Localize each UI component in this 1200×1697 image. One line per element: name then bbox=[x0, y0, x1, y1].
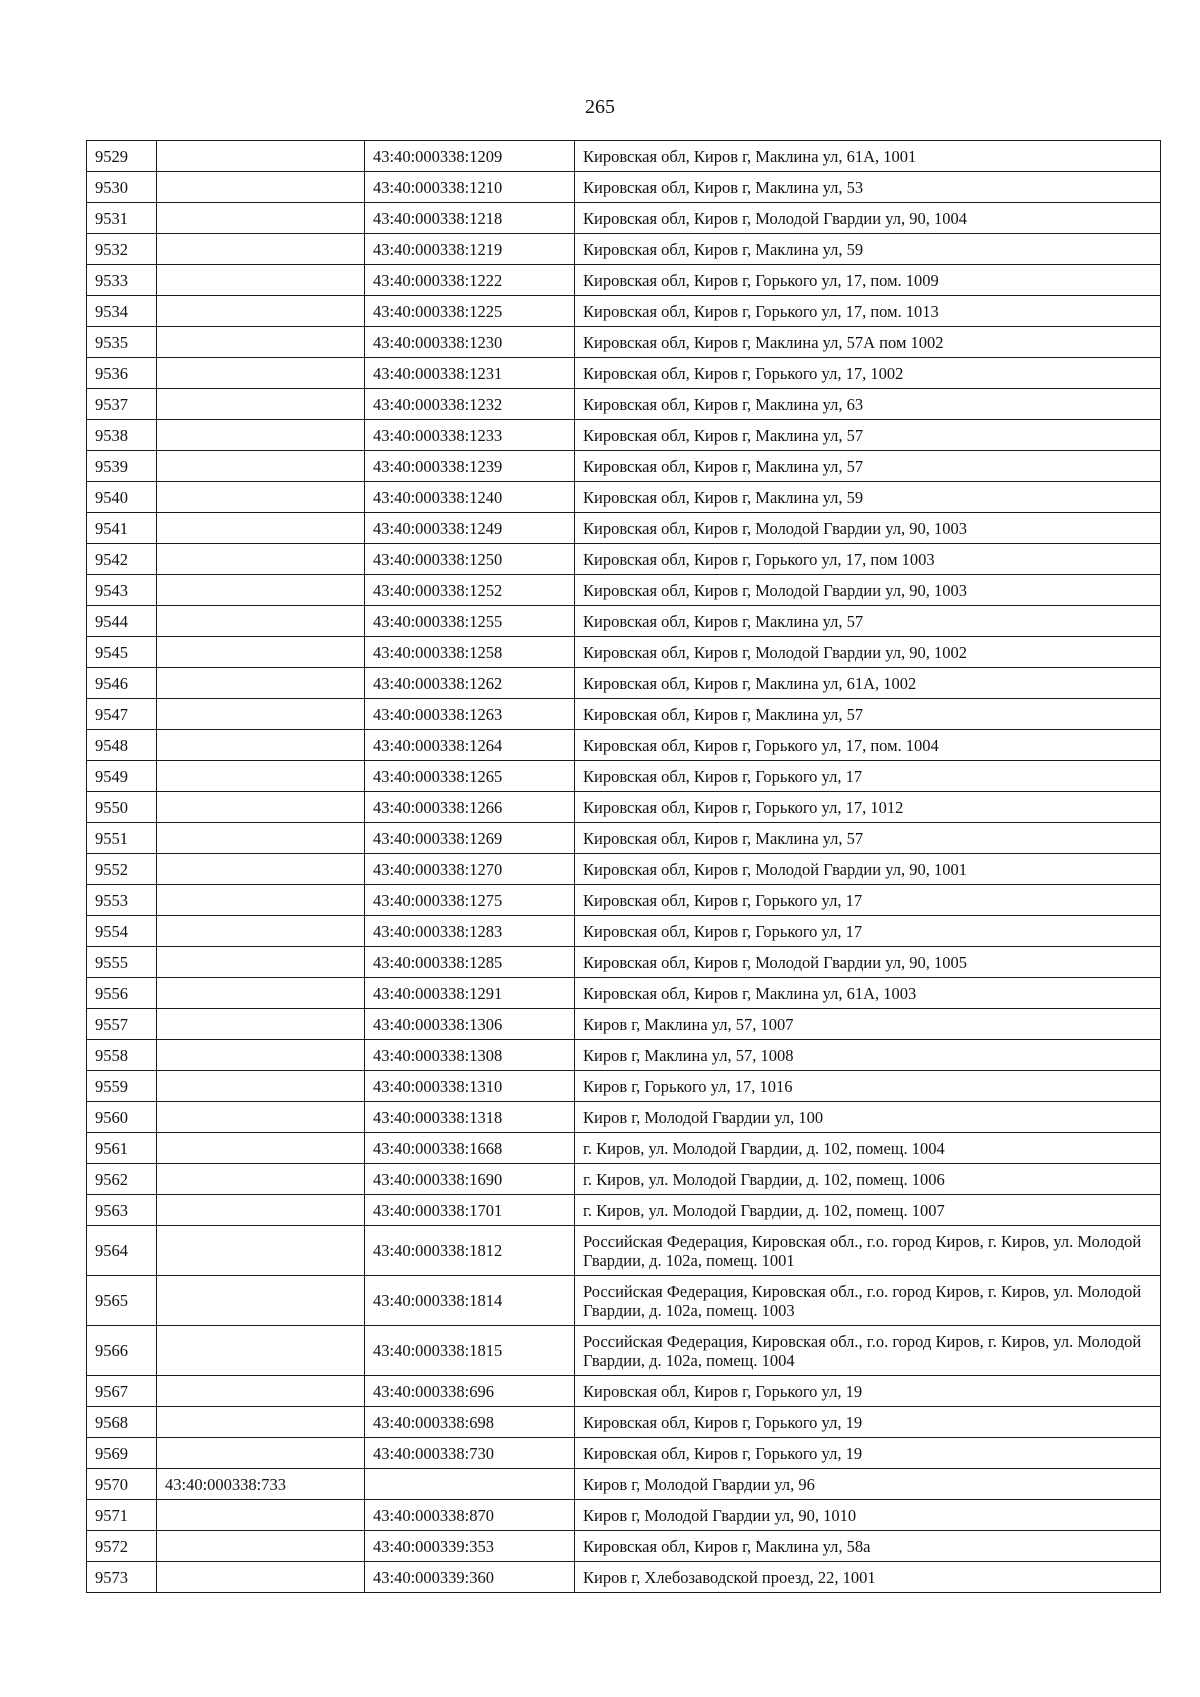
address: Кировская обл, Киров г, Горького ул, 17, пом. 1013 bbox=[575, 296, 1161, 327]
address: Киров г, Хлебозаводской проезд, 22, 1001 bbox=[575, 1562, 1161, 1593]
old-cadastral-number bbox=[157, 575, 365, 606]
cadastral-number: 43:40:000338:698 bbox=[365, 1407, 575, 1438]
table-row bbox=[87, 234, 1161, 265]
address: Кировская обл, Киров г, Маклина ул, 57 bbox=[575, 606, 1161, 637]
cadastral-number: 43:40:000338:1668 bbox=[365, 1133, 575, 1164]
table-row bbox=[87, 1531, 1161, 1562]
row-number: 9530 bbox=[87, 172, 157, 203]
table-row bbox=[87, 1195, 1161, 1226]
row-number: 9558 bbox=[87, 1040, 157, 1071]
old-cadastral-number bbox=[157, 668, 365, 699]
address: Кировская обл, Киров г, Горького ул, 17, пом 1003 bbox=[575, 544, 1161, 575]
address: Кировская обл, Киров г, Маклина ул, 53 bbox=[575, 172, 1161, 203]
cadastral-number: 43:40:000338:1701 bbox=[365, 1195, 575, 1226]
table-row bbox=[87, 141, 1161, 172]
cadastral-number: 43:40:000338:1232 bbox=[365, 389, 575, 420]
address: Кировская обл, Киров г, Горького ул, 17, пом. 1004 bbox=[575, 730, 1161, 761]
cadastral-number: 43:40:000338:1263 bbox=[365, 699, 575, 730]
row-number: 9562 bbox=[87, 1164, 157, 1195]
old-cadastral-number bbox=[157, 1102, 365, 1133]
cadastral-number: 43:40:000338:1266 bbox=[365, 792, 575, 823]
cadastral-number: 43:40:000338:1275 bbox=[365, 885, 575, 916]
address: Киров г, Молодой Гвардии ул, 96 bbox=[575, 1469, 1161, 1500]
cadastral-number: 43:40:000338:870 bbox=[365, 1500, 575, 1531]
cadastral-number: 43:40:000338:1239 bbox=[365, 451, 575, 482]
row-number: 9557 bbox=[87, 1009, 157, 1040]
address: Кировская обл, Киров г, Маклина ул, 59 bbox=[575, 482, 1161, 513]
address: Киров г, Маклина ул, 57, 1008 bbox=[575, 1040, 1161, 1071]
old-cadastral-number bbox=[157, 265, 365, 296]
address: Кировская обл, Киров г, Маклина ул, 57 bbox=[575, 699, 1161, 730]
cadastral-number: 43:40:000338:1249 bbox=[365, 513, 575, 544]
row-number: 9532 bbox=[87, 234, 157, 265]
address: Кировская обл, Киров г, Маклина ул, 61А, 1002 bbox=[575, 668, 1161, 699]
address: Кировская обл, Киров г, Горького ул, 19 bbox=[575, 1438, 1161, 1469]
address: Кировская обл, Киров г, Маклина ул, 61А, 1001 bbox=[575, 141, 1161, 172]
old-cadastral-number bbox=[157, 1009, 365, 1040]
old-cadastral-number bbox=[157, 1071, 365, 1102]
table-row bbox=[87, 420, 1161, 451]
cadastral-number: 43:40:000338:1264 bbox=[365, 730, 575, 761]
table-row bbox=[87, 1164, 1161, 1195]
row-number: 9536 bbox=[87, 358, 157, 389]
cadastral-number: 43:40:000338:1812 bbox=[365, 1226, 575, 1276]
table-row bbox=[87, 1407, 1161, 1438]
row-number: 9565 bbox=[87, 1276, 157, 1326]
table-row bbox=[87, 1009, 1161, 1040]
cadastral-number: 43:40:000338:1310 bbox=[365, 1071, 575, 1102]
cadastral-number: 43:40:000338:1210 bbox=[365, 172, 575, 203]
row-number: 9549 bbox=[87, 761, 157, 792]
cadastral-number: 43:40:000338:1219 bbox=[365, 234, 575, 265]
table-body bbox=[87, 141, 1161, 1593]
address: Кировская обл, Киров г, Маклина ул, 63 bbox=[575, 389, 1161, 420]
cadastral-number: 43:40:000338:1262 bbox=[365, 668, 575, 699]
cadastral-number: 43:40:000338:1285 bbox=[365, 947, 575, 978]
row-number: 9546 bbox=[87, 668, 157, 699]
old-cadastral-number bbox=[157, 141, 365, 172]
row-number: 9572 bbox=[87, 1531, 157, 1562]
cadastral-number: 43:40:000338:1270 bbox=[365, 854, 575, 885]
address: Кировская обл, Киров г, Молодой Гвардии ул, 90, 1003 bbox=[575, 575, 1161, 606]
table-row bbox=[87, 1376, 1161, 1407]
row-number: 9539 bbox=[87, 451, 157, 482]
address: Кировская обл, Киров г, Маклина ул, 57А пом 1002 bbox=[575, 327, 1161, 358]
row-number: 9535 bbox=[87, 327, 157, 358]
address: Кировская обл, Киров г, Маклина ул, 57 bbox=[575, 451, 1161, 482]
old-cadastral-number bbox=[157, 1133, 365, 1164]
table-row bbox=[87, 1071, 1161, 1102]
row-number: 9552 bbox=[87, 854, 157, 885]
old-cadastral-number bbox=[157, 885, 365, 916]
row-number: 9534 bbox=[87, 296, 157, 327]
row-number: 9561 bbox=[87, 1133, 157, 1164]
cadastral-number: 43:40:000338:1233 bbox=[365, 420, 575, 451]
row-number: 9567 bbox=[87, 1376, 157, 1407]
old-cadastral-number bbox=[157, 1326, 365, 1376]
old-cadastral-number bbox=[157, 513, 365, 544]
cadastral-number: 43:40:000338:1291 bbox=[365, 978, 575, 1009]
row-number: 9533 bbox=[87, 265, 157, 296]
table-row bbox=[87, 327, 1161, 358]
table-row bbox=[87, 1326, 1161, 1376]
row-number: 9545 bbox=[87, 637, 157, 668]
address: Киров г, Горького ул, 17, 1016 bbox=[575, 1071, 1161, 1102]
row-number: 9571 bbox=[87, 1500, 157, 1531]
old-cadastral-number bbox=[157, 854, 365, 885]
address: Кировская обл, Киров г, Молодой Гвардии ул, 90, 1004 bbox=[575, 203, 1161, 234]
old-cadastral-number bbox=[157, 761, 365, 792]
old-cadastral-number bbox=[157, 823, 365, 854]
row-number: 9543 bbox=[87, 575, 157, 606]
old-cadastral-number bbox=[157, 1500, 365, 1531]
row-number: 9542 bbox=[87, 544, 157, 575]
address: Кировская обл, Киров г, Горького ул, 19 bbox=[575, 1407, 1161, 1438]
row-number: 9570 bbox=[87, 1469, 157, 1500]
cadastral-number: 43:40:000338:1269 bbox=[365, 823, 575, 854]
table-row bbox=[87, 1102, 1161, 1133]
row-number: 9529 bbox=[87, 141, 157, 172]
table-row bbox=[87, 575, 1161, 606]
address: Киров г, Молодой Гвардии ул, 90, 1010 bbox=[575, 1500, 1161, 1531]
address: Кировская обл, Киров г, Горького ул, 17 bbox=[575, 916, 1161, 947]
old-cadastral-number bbox=[157, 482, 365, 513]
row-number: 9548 bbox=[87, 730, 157, 761]
cadastral-number: 43:40:000339:353 bbox=[365, 1531, 575, 1562]
old-cadastral-number bbox=[157, 1226, 365, 1276]
old-cadastral-number bbox=[157, 1407, 365, 1438]
address: г. Киров, ул. Молодой Гвардии, д. 102, помещ. 1004 bbox=[575, 1133, 1161, 1164]
table-row bbox=[87, 1040, 1161, 1071]
old-cadastral-number bbox=[157, 978, 365, 1009]
old-cadastral-number bbox=[157, 451, 365, 482]
table-row bbox=[87, 172, 1161, 203]
old-cadastral-number bbox=[157, 203, 365, 234]
row-number: 9544 bbox=[87, 606, 157, 637]
old-cadastral-number bbox=[157, 327, 365, 358]
row-number: 9551 bbox=[87, 823, 157, 854]
table-row bbox=[87, 854, 1161, 885]
address: Российская Федерация, Кировская обл., г.о. город Киров, г. Киров, ул. Молодой Гвардии, д. 102а, помещ. 1003 bbox=[575, 1276, 1161, 1326]
old-cadastral-number bbox=[157, 730, 365, 761]
table-row bbox=[87, 978, 1161, 1009]
row-number: 9555 bbox=[87, 947, 157, 978]
table-row bbox=[87, 482, 1161, 513]
address: Кировская обл, Киров г, Маклина ул, 57 bbox=[575, 823, 1161, 854]
cadastral-number: 43:40:000338:1240 bbox=[365, 482, 575, 513]
row-number: 9554 bbox=[87, 916, 157, 947]
old-cadastral-number bbox=[157, 172, 365, 203]
cadastral-number: 43:40:000338:1209 bbox=[365, 141, 575, 172]
cadastral-number: 43:40:000338:1225 bbox=[365, 296, 575, 327]
table-row bbox=[87, 358, 1161, 389]
address: Российская Федерация, Кировская обл., г.о. город Киров, г. Киров, ул. Молодой Гвардии, д. 102а, помещ. 1001 bbox=[575, 1226, 1161, 1276]
cadastral-number: 43:40:000338:1318 bbox=[365, 1102, 575, 1133]
table-row bbox=[87, 265, 1161, 296]
table-row bbox=[87, 761, 1161, 792]
table-row bbox=[87, 606, 1161, 637]
table-row bbox=[87, 203, 1161, 234]
registry-table bbox=[86, 140, 1161, 1593]
cadastral-number: 43:40:000338:1283 bbox=[365, 916, 575, 947]
row-number: 9538 bbox=[87, 420, 157, 451]
old-cadastral-number bbox=[157, 1562, 365, 1593]
address: г. Киров, ул. Молодой Гвардии, д. 102, помещ. 1007 bbox=[575, 1195, 1161, 1226]
cadastral-number: 43:40:000338:1255 bbox=[365, 606, 575, 637]
address: Российская Федерация, Кировская обл., г.о. город Киров, г. Киров, ул. Молодой Гвардии, д. 102а, помещ. 1004 bbox=[575, 1326, 1161, 1376]
old-cadastral-number bbox=[157, 1276, 365, 1326]
cadastral-number: 43:40:000338:1258 bbox=[365, 637, 575, 668]
address: Кировская обл, Киров г, Горького ул, 17, 1012 bbox=[575, 792, 1161, 823]
cadastral-number: 43:40:000338:730 bbox=[365, 1438, 575, 1469]
row-number: 9537 bbox=[87, 389, 157, 420]
address: г. Киров, ул. Молодой Гвардии, д. 102, помещ. 1006 bbox=[575, 1164, 1161, 1195]
address: Киров г, Маклина ул, 57, 1007 bbox=[575, 1009, 1161, 1040]
table-row bbox=[87, 513, 1161, 544]
address: Кировская обл, Киров г, Горького ул, 17 bbox=[575, 885, 1161, 916]
table-row bbox=[87, 1226, 1161, 1276]
row-number: 9550 bbox=[87, 792, 157, 823]
old-cadastral-number bbox=[157, 699, 365, 730]
row-number: 9563 bbox=[87, 1195, 157, 1226]
table-row bbox=[87, 792, 1161, 823]
row-number: 9573 bbox=[87, 1562, 157, 1593]
old-cadastral-number bbox=[157, 544, 365, 575]
cadastral-number: 43:40:000338:1230 bbox=[365, 327, 575, 358]
address: Кировская обл, Киров г, Горького ул, 19 bbox=[575, 1376, 1161, 1407]
cadastral-number: 43:40:000338:1690 bbox=[365, 1164, 575, 1195]
address: Кировская обл, Киров г, Молодой Гвардии ул, 90, 1002 bbox=[575, 637, 1161, 668]
table-row bbox=[87, 389, 1161, 420]
address: Кировская обл, Киров г, Горького ул, 17, пом. 1009 bbox=[575, 265, 1161, 296]
address: Кировская обл, Киров г, Маклина ул, 61А, 1003 bbox=[575, 978, 1161, 1009]
old-cadastral-number bbox=[157, 296, 365, 327]
table-row bbox=[87, 296, 1161, 327]
old-cadastral-number bbox=[157, 916, 365, 947]
address: Кировская обл, Киров г, Маклина ул, 57 bbox=[575, 420, 1161, 451]
table-row bbox=[87, 668, 1161, 699]
table-row bbox=[87, 451, 1161, 482]
old-cadastral-number bbox=[157, 389, 365, 420]
row-number: 9553 bbox=[87, 885, 157, 916]
cadastral-number: 43:40:000338:1308 bbox=[365, 1040, 575, 1071]
cadastral-number: 43:40:000339:360 bbox=[365, 1562, 575, 1593]
page-number: 265 bbox=[585, 96, 615, 118]
address: Кировская обл, Киров г, Молодой Гвардии ул, 90, 1001 bbox=[575, 854, 1161, 885]
old-cadastral-number bbox=[157, 1376, 365, 1407]
row-number: 9540 bbox=[87, 482, 157, 513]
cadastral-number: 43:40:000338:1222 bbox=[365, 265, 575, 296]
row-number: 9569 bbox=[87, 1438, 157, 1469]
row-number: 9531 bbox=[87, 203, 157, 234]
address: Кировская обл, Киров г, Горького ул, 17, 1002 bbox=[575, 358, 1161, 389]
cadastral-number bbox=[365, 1469, 575, 1500]
cadastral-number: 43:40:000338:1218 bbox=[365, 203, 575, 234]
row-number: 9556 bbox=[87, 978, 157, 1009]
cadastral-number: 43:40:000338:1306 bbox=[365, 1009, 575, 1040]
table-row bbox=[87, 1469, 1161, 1500]
old-cadastral-number bbox=[157, 1040, 365, 1071]
old-cadastral-number: 43:40:000338:733 bbox=[157, 1469, 365, 1500]
cadastral-number: 43:40:000338:1815 bbox=[365, 1326, 575, 1376]
address: Кировская обл, Киров г, Горького ул, 17 bbox=[575, 761, 1161, 792]
table-row bbox=[87, 699, 1161, 730]
address: Киров г, Молодой Гвардии ул, 100 bbox=[575, 1102, 1161, 1133]
table-row bbox=[87, 637, 1161, 668]
table-row bbox=[87, 1562, 1161, 1593]
cadastral-number: 43:40:000338:1231 bbox=[365, 358, 575, 389]
row-number: 9566 bbox=[87, 1326, 157, 1376]
cadastral-number: 43:40:000338:1265 bbox=[365, 761, 575, 792]
old-cadastral-number bbox=[157, 637, 365, 668]
row-number: 9547 bbox=[87, 699, 157, 730]
cadastral-number: 43:40:000338:1250 bbox=[365, 544, 575, 575]
old-cadastral-number bbox=[157, 420, 365, 451]
row-number: 9564 bbox=[87, 1226, 157, 1276]
old-cadastral-number bbox=[157, 947, 365, 978]
old-cadastral-number bbox=[157, 1531, 365, 1562]
row-number: 9568 bbox=[87, 1407, 157, 1438]
old-cadastral-number bbox=[157, 234, 365, 265]
table-row bbox=[87, 885, 1161, 916]
old-cadastral-number bbox=[157, 1195, 365, 1226]
table-row bbox=[87, 1133, 1161, 1164]
table-row bbox=[87, 916, 1161, 947]
table-row bbox=[87, 947, 1161, 978]
address: Кировская обл, Киров г, Маклина ул, 59 bbox=[575, 234, 1161, 265]
old-cadastral-number bbox=[157, 1438, 365, 1469]
cadastral-number: 43:40:000338:696 bbox=[365, 1376, 575, 1407]
table-row bbox=[87, 730, 1161, 761]
row-number: 9559 bbox=[87, 1071, 157, 1102]
old-cadastral-number bbox=[157, 792, 365, 823]
cadastral-number: 43:40:000338:1252 bbox=[365, 575, 575, 606]
table-row bbox=[87, 823, 1161, 854]
old-cadastral-number bbox=[157, 358, 365, 389]
address: Кировская обл, Киров г, Молодой Гвардии ул, 90, 1005 bbox=[575, 947, 1161, 978]
row-number: 9560 bbox=[87, 1102, 157, 1133]
address: Кировская обл, Киров г, Маклина ул, 58а bbox=[575, 1531, 1161, 1562]
row-number: 9541 bbox=[87, 513, 157, 544]
old-cadastral-number bbox=[157, 606, 365, 637]
table-row bbox=[87, 544, 1161, 575]
old-cadastral-number bbox=[157, 1164, 365, 1195]
table-row bbox=[87, 1438, 1161, 1469]
address: Кировская обл, Киров г, Молодой Гвардии ул, 90, 1003 bbox=[575, 513, 1161, 544]
table-row bbox=[87, 1500, 1161, 1531]
table-row bbox=[87, 1276, 1161, 1326]
cadastral-number: 43:40:000338:1814 bbox=[365, 1276, 575, 1326]
